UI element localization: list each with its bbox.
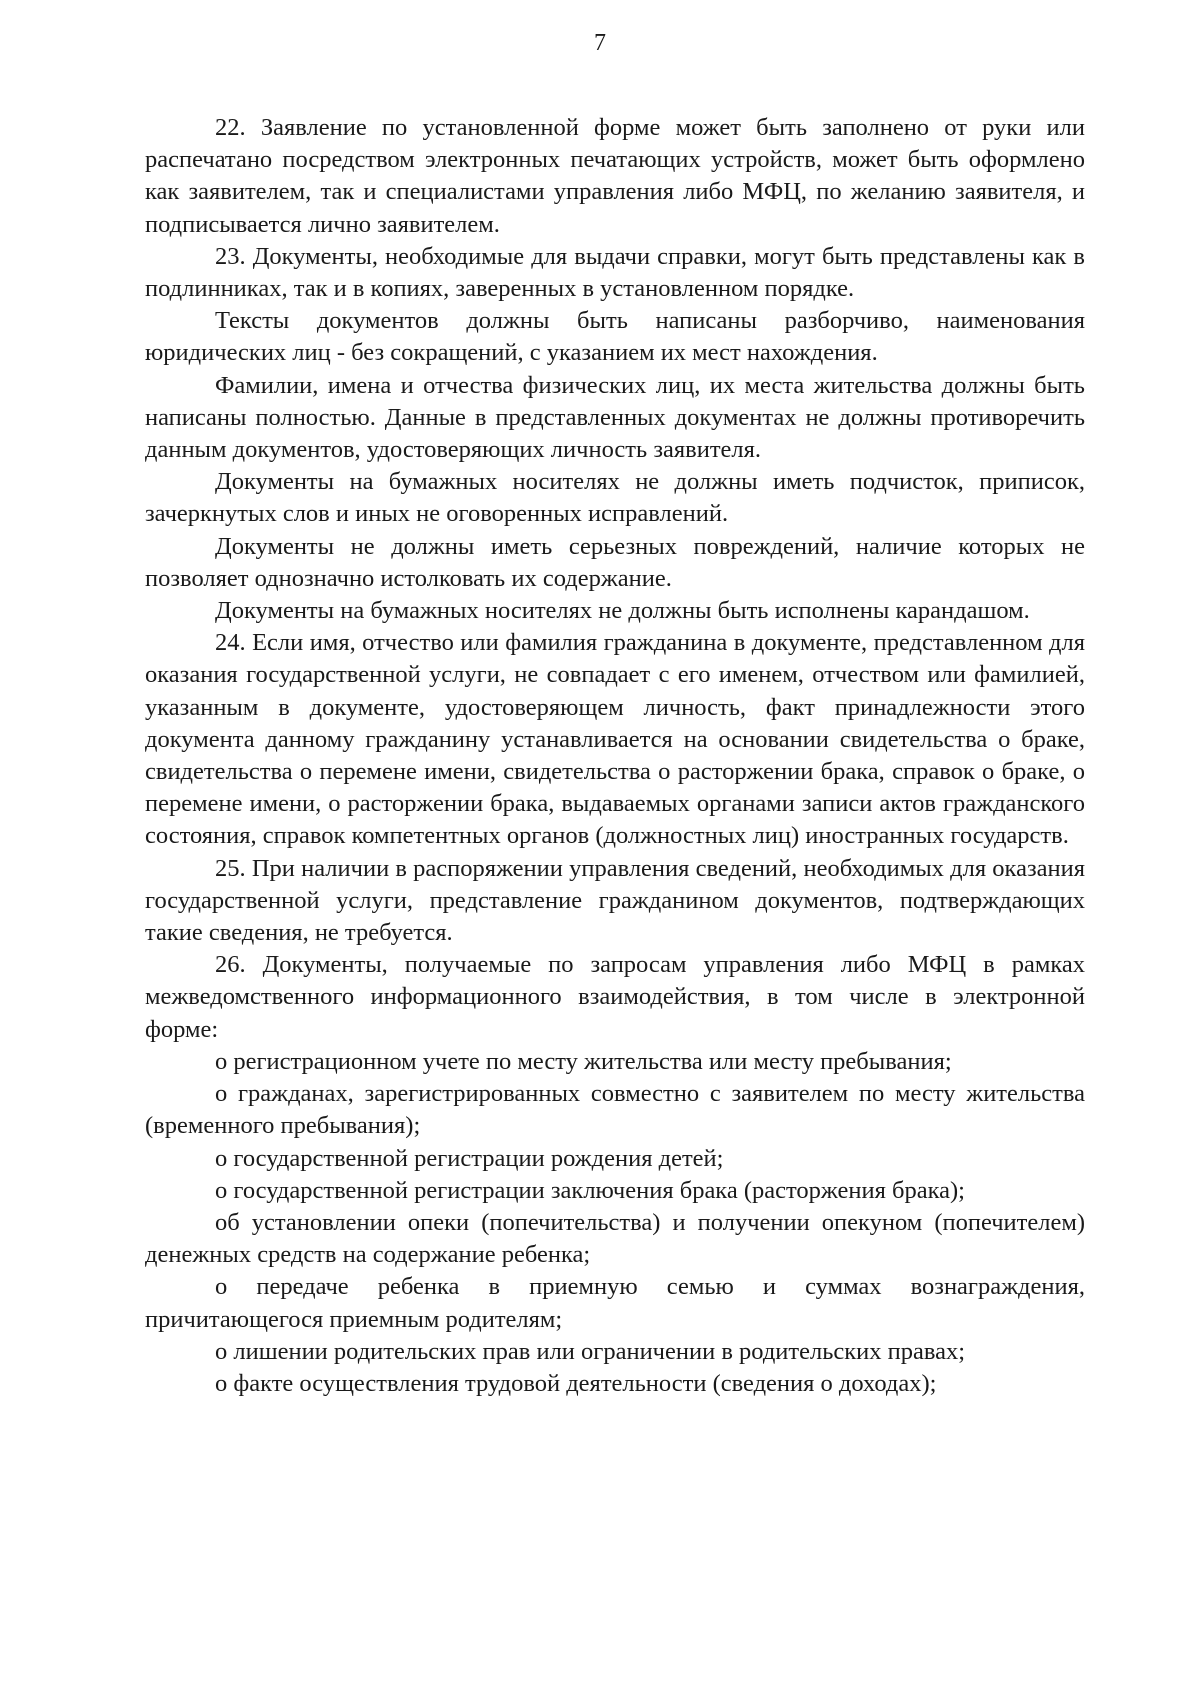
list-item: об установлении опеки (попечительства) и получении опекуном (попечителем) денежных средств на содержание ребенка; xyxy=(145,1208,1085,1269)
list-item: о государственной регистрации заключения брака (расторжения брака); xyxy=(215,1176,965,1204)
list-item: о регистрационном учете по месту жительства или месту пребывания; xyxy=(215,1047,952,1075)
list-item: о факте осуществления трудовой деятельности (сведения о доходах); xyxy=(215,1369,937,1397)
list-item: о государственной регистрации рождения детей; xyxy=(215,1144,724,1172)
paragraph-no-damage: Документы не должны иметь серьезных повреждений, наличие которых не позволяет однозначно истолковать их содержание. xyxy=(145,532,1085,592)
list-item: о гражданах, зарегистрированных совместно с заявителем по месту жительства (временного пребывания); xyxy=(145,1080,1085,1140)
paragraph-texts-legibility: Тексты документов должны быть написаны разборчиво, наименования юридических лиц - без сокращений, с указанием их мест нахождения. xyxy=(145,307,1085,367)
paragraph-no-pencil: Документы на бумажных носителях не должны быть исполнены карандашом. xyxy=(215,597,1030,625)
paragraph-23: 23. Документы, необходимые для выдачи справки, могут быть представлены как в подлинниках, так и в копиях, заверенных в установленном порядке. xyxy=(145,242,1085,303)
paragraph-no-erasures: Документы на бумажных носителях не должны иметь подчисток, приписок, зачеркнутых слов и иных не оговоренных исправлений. xyxy=(145,468,1085,528)
page-number: 7 xyxy=(594,30,606,56)
list-item: о лишении родительских прав или ограничении в родительских правах; xyxy=(215,1337,966,1365)
list-item: о передаче ребенка в приемную семью и суммах вознаграждения, причитающегося приемным родителям; xyxy=(145,1273,1085,1333)
paragraph-26: 26. Документы, получаемые по запросам управления либо МФЦ в рамках межведомственного информационного взаимодействия, в том числе в электронной форме: xyxy=(145,951,1085,1043)
paragraph-22: 22. Заявление по установленной форме может быть заполнено от руки или распечатано посредством электронных печатающих устройств, может быть оформлено как заявителем, так и специалистами управления либо МФЦ, по желанию заявителя, и подписывается лично заявителем. xyxy=(145,114,1085,238)
document-body xyxy=(145,112,1085,1400)
paragraph-25: 25. При наличии в распоряжении управления сведений, необходимых для оказания государственной услуги, представление гражданином документов, подтверждающих такие сведения, не требуется. xyxy=(145,854,1085,947)
paragraph-24: 24. Если имя, отчество или фамилия гражданина в документе, представленном для оказания государственной услуги, не совпадает с его именем, отчеством или фамилией, указанным в документе, удостоверяющем личность, факт принадлежности этого документа данному гражданину устанавливается на основании свидетельства о браке, свидетельства о перемене имени, свидетельства о расторжении брака, справок о браке, о перемене имени, о расторжении брака, выдаваемых органами записи актов гражданского состояния, справок компетентных органов (должностных лиц) иностранных государств. xyxy=(145,629,1085,850)
paragraph-names-full: Фамилии, имена и отчества физических лиц, их места жительства должны быть написаны полностью. Данные в представленных документах не должны противоречить данным документов, удостоверяющих личность заявителя. xyxy=(145,371,1085,464)
